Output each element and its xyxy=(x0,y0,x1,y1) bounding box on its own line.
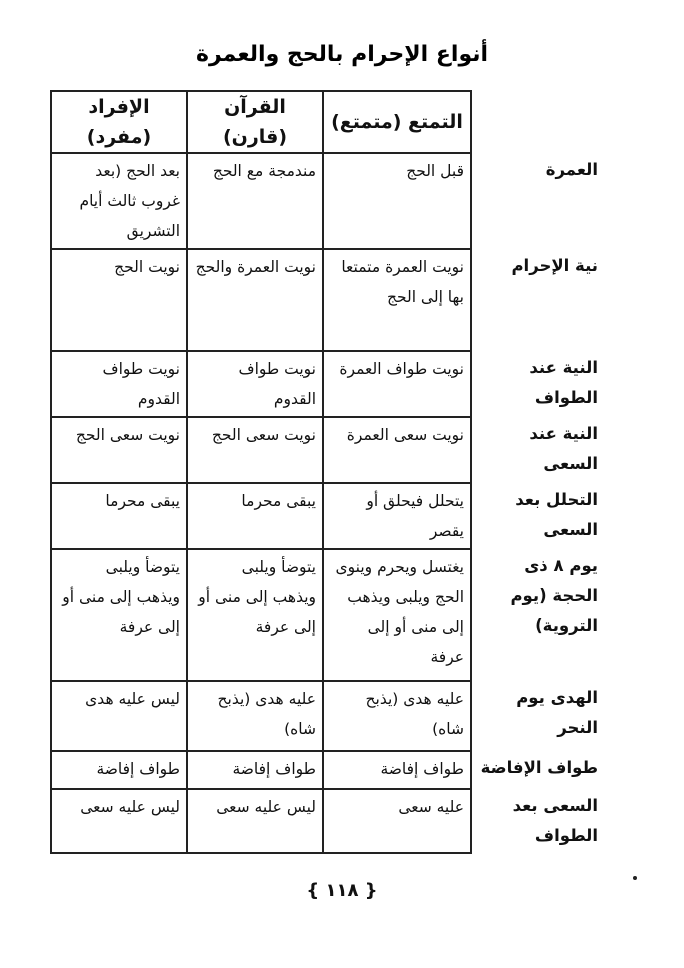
table-cell: نويت العمرة والحج xyxy=(187,249,323,351)
row-label: العمرة xyxy=(545,160,598,179)
table-cell: طواف إفاضة xyxy=(323,751,471,789)
column-header-tamattu: التمتع (متمتع) xyxy=(323,91,471,153)
row-label: الهدى يوم النحر xyxy=(516,688,598,737)
page-number: { ١١٨ } xyxy=(306,880,378,901)
row-label: التحلل بعد السعى xyxy=(515,490,598,539)
table-cell: ليس عليه سعى xyxy=(187,789,323,853)
page-title: أنواع الإحرام بالحج والعمرة xyxy=(195,42,489,67)
table-cell: يتوضأ ويلبى ويذهب إلى منى أو إلى عرفة xyxy=(51,549,187,681)
table-cell: نويت الحج xyxy=(51,249,187,351)
table-cell: طواف إفاضة xyxy=(187,751,323,789)
table-cell: يغتسل ويحرم وينوى الحج ويلبى ويذهب إلى منى أو إلى عرفة xyxy=(323,549,471,681)
table-cell: نويت طواف العمرة xyxy=(323,351,471,417)
table-cell: عليه هدى (يذبح شاه) xyxy=(187,681,323,751)
row-label: النية عند السعى xyxy=(529,424,598,473)
table-row xyxy=(51,417,600,483)
table-row xyxy=(51,789,600,853)
table-cell: مندمجة مع الحج xyxy=(187,153,323,249)
table-cell: بعد الحج (بعد غروب ثالث أيام التشريق xyxy=(51,153,187,249)
table-cell: يتوضأ ويلبى ويذهب إلى منى أو إلى عرفة xyxy=(187,549,323,681)
table-cell: عليه سعى xyxy=(323,789,471,853)
table-row xyxy=(51,681,600,751)
table-cell: ليس عليه هدى xyxy=(51,681,187,751)
table-cell: عليه هدى (يذبح شاه) xyxy=(323,681,471,751)
table-row xyxy=(51,483,600,549)
header-corner xyxy=(471,91,600,153)
table-row xyxy=(51,549,600,681)
row-label: النية عند الطواف xyxy=(529,358,598,407)
table-cell: يتحلل فيحلق أو يقصر xyxy=(323,483,471,549)
table-cell: طواف إفاضة xyxy=(51,751,187,789)
table-row xyxy=(51,249,600,351)
table-cell: نويت سعى الحج xyxy=(51,417,187,483)
table-cell: نويت سعى العمرة xyxy=(323,417,471,483)
table-cell: يبقى محرما xyxy=(187,483,323,549)
table-cell: ليس عليه سعى xyxy=(51,789,187,853)
table-row xyxy=(51,351,600,417)
row-label: السعى بعد الطواف xyxy=(512,796,598,845)
row-label: طواف الإفاضة xyxy=(480,758,598,777)
table-cell: يبقى محرما xyxy=(51,483,187,549)
table-header-row xyxy=(51,91,600,153)
table-cell: قبل الحج xyxy=(323,153,471,249)
table-row xyxy=(51,153,600,249)
table-body xyxy=(51,153,600,853)
table-row xyxy=(51,751,600,789)
table-cell: نويت طواف القدوم xyxy=(187,351,323,417)
ihram-types-table xyxy=(50,90,600,854)
column-header-ifrad: الإفراد (مفرد) xyxy=(51,91,187,153)
column-header-qiran: القرآن (قارن) xyxy=(187,91,323,153)
table-cell: نويت العمرة متمتعا بها إلى الحج xyxy=(323,249,471,351)
table-cell: نويت سعى الحج xyxy=(187,417,323,483)
row-label: يوم ٨ ذى الحجة (يوم التروية) xyxy=(510,556,598,635)
table-cell: نويت طواف القدوم xyxy=(51,351,187,417)
row-label: نية الإحرام xyxy=(511,256,598,275)
